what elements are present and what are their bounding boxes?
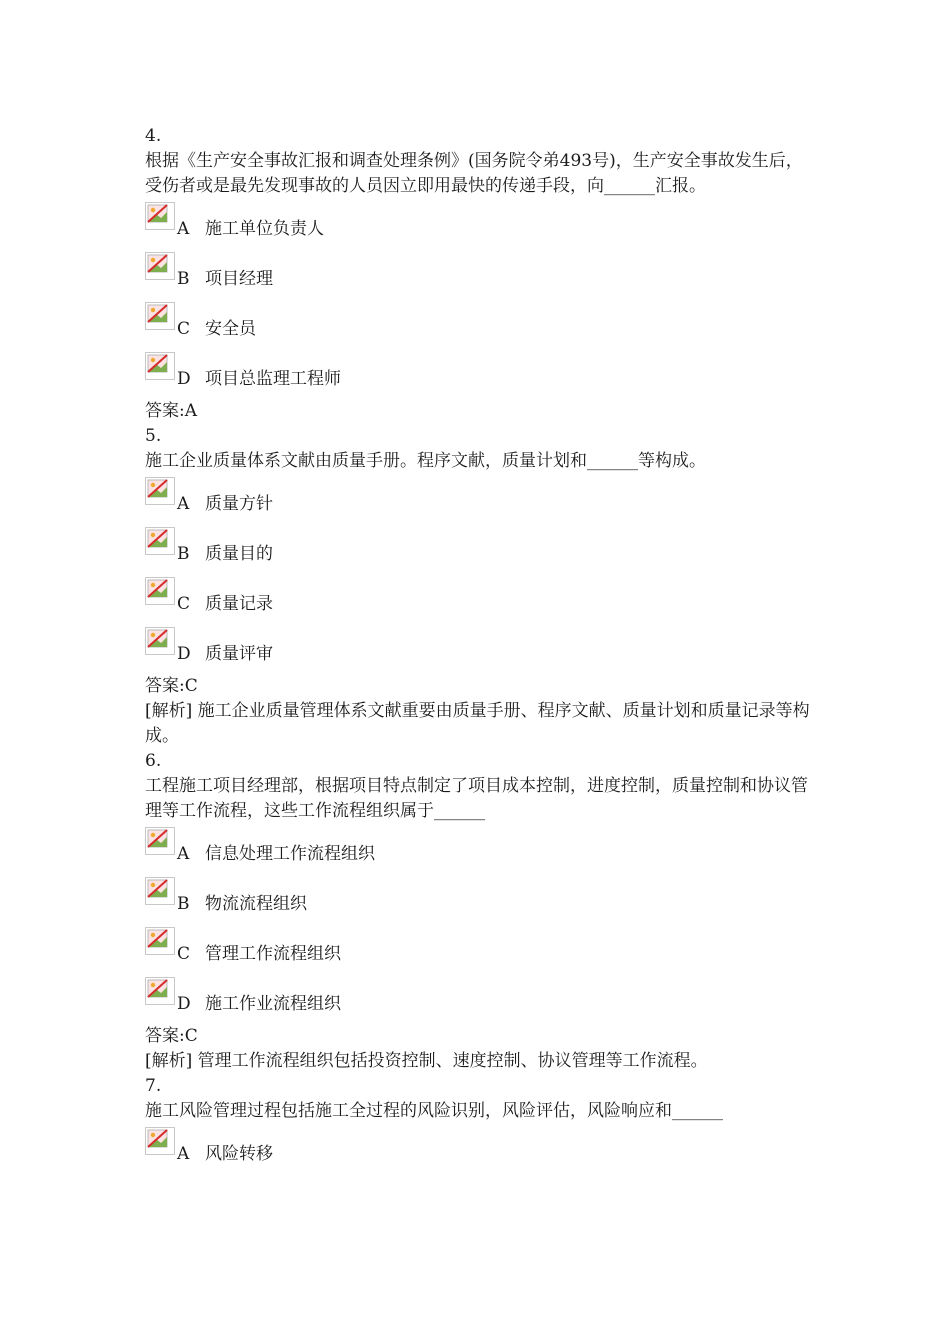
option-text: 项目经理 [205,269,273,289]
broken-image-icon [145,877,175,905]
question-block [145,749,810,1074]
option-letter: A [177,1144,190,1164]
option-letter: B [177,894,190,914]
question-text: 施工风险管理过程包括施工全过程的风险识别，风险评估，风险响应和______ [145,1101,723,1121]
option-text: 信息处理工作流程组织 [205,844,375,864]
option-list [145,199,810,399]
option-letter: C [177,594,191,614]
broken-image-icon [145,252,175,280]
answer-line: 答案:C [145,1026,198,1046]
option-text: 安全员 [205,319,256,339]
option-item [145,249,810,299]
answer-line: 答案:A [145,401,198,421]
option-item [145,874,810,924]
option-text: 质量方针 [205,494,273,514]
question-block [145,1074,810,1174]
option-item [145,624,810,674]
option-text: 风险转移 [205,1144,273,1164]
answer-line: 答案:C [145,676,198,696]
option-letter: D [177,369,191,389]
option-text: 施工单位负责人 [205,219,324,239]
option-item [145,974,810,1024]
option-letter: A [177,844,190,864]
option-item [145,474,810,524]
option-letter: D [177,644,191,664]
broken-image-icon [145,577,175,605]
option-text: 质量目的 [205,544,273,564]
analysis-text: [解析] 管理工作流程组织包括投资控制、速度控制、协议管理等工作流程。 [145,1051,708,1071]
broken-image-icon [145,827,175,855]
option-item [145,924,810,974]
question-number: 7. [145,1076,162,1096]
question-text: 根据《生产安全事故汇报和调查处理条例》(国务院令弟493号)，生产安全事故发生后，受伤者或是最先发现事故的人员因立即用最快的传递手段，向______汇报。 [145,151,803,196]
question-block [145,424,810,749]
option-letter: C [177,319,191,339]
option-item [145,1124,810,1174]
broken-image-icon [145,477,175,505]
broken-image-icon [145,527,175,555]
broken-image-icon [145,202,175,230]
option-list [145,824,810,1024]
option-item [145,524,810,574]
option-letter: B [177,544,190,564]
broken-image-icon [145,927,175,955]
option-item [145,574,810,624]
option-text: 项目总监理工程师 [205,369,341,389]
option-text: 质量评审 [205,644,273,664]
broken-image-icon [145,977,175,1005]
option-letter: C [177,944,191,964]
broken-image-icon [145,1127,175,1155]
option-text: 施工作业流程组织 [205,994,341,1014]
option-letter: A [177,494,190,514]
option-item [145,299,810,349]
question-number: 5. [145,426,162,446]
option-letter: A [177,219,190,239]
option-list [145,1124,810,1174]
document-body [145,124,810,1174]
option-letter: B [177,269,190,289]
question-block [145,124,810,424]
broken-image-icon [145,302,175,330]
question-number: 6. [145,751,162,771]
option-text: 物流流程组织 [205,894,307,914]
option-item [145,199,810,249]
option-text: 管理工作流程组织 [205,944,341,964]
analysis-text: [解析] 施工企业质量管理体系文献重要由质量手册、程序文献、质量计划和质量记录等构成。 [145,701,810,746]
option-item [145,349,810,399]
option-text: 质量记录 [205,594,273,614]
question-text: 施工企业质量体系文献由质量手册。程序文献，质量计划和______等构成。 [145,451,706,471]
option-item [145,824,810,874]
question-number: 4. [145,126,162,146]
option-letter: D [177,994,191,1014]
option-list [145,474,810,674]
broken-image-icon [145,352,175,380]
broken-image-icon [145,627,175,655]
question-text: 工程施工项目经理部，根据项目特点制定了项目成本控制，进度控制，质量控制和协议管理等工作流程，这些工作流程组织属于______ [145,776,808,821]
